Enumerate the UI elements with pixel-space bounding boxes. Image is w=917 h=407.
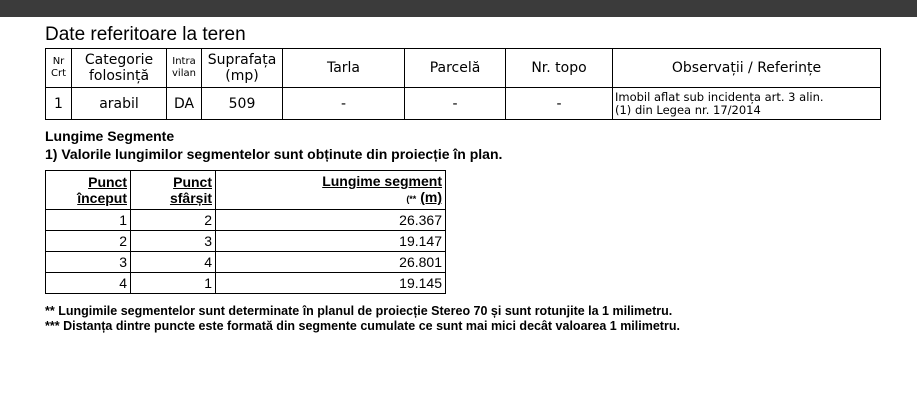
segments-note: 1) Valorile lungimilor segmentelor sunt obținute din proiecție în plan. xyxy=(45,146,503,162)
cell-start: 4 xyxy=(46,273,131,294)
header-parcela: Parcelă xyxy=(405,49,506,88)
table-row xyxy=(46,273,446,294)
land-table xyxy=(45,48,881,120)
cell-end: 2 xyxy=(131,210,216,231)
segments-title: Lungime Segmente xyxy=(45,128,175,144)
cell-start: 3 xyxy=(46,252,131,273)
header-categorie: Categorie folosință xyxy=(72,49,167,88)
cell-start: 2 xyxy=(46,231,131,252)
cell-observatii: Imobil aflat sub incidența art. 3 alin. (1) din Legea nr. 17/2014 xyxy=(613,88,881,120)
segments-table-header xyxy=(46,171,446,210)
segments-table xyxy=(45,170,446,294)
cell-length: 26.801 xyxy=(216,252,446,273)
cell-end: 4 xyxy=(131,252,216,273)
footnote-projection: ** Lungimile segmentelor sunt determinate în planul de proiecție Stereo 70 și sunt rotunjite la 1 milimetru. xyxy=(45,304,673,318)
footnote-distance: *** Distanța dintre puncte este formată din segmente cumulate ce sunt mai mici decât valoarea 1 milimetru. xyxy=(45,319,680,333)
table-row xyxy=(46,252,446,273)
header-punct-sfarsit: Punct sfârșit xyxy=(131,171,216,210)
header-lungime: Lungime segment (** (m) xyxy=(216,171,446,210)
cell-intravilan: DA xyxy=(167,88,202,120)
cell-length: 19.147 xyxy=(216,231,446,252)
top-bar xyxy=(0,0,917,17)
header-intravilan: Intra vilan xyxy=(167,49,202,88)
header-observatii: Observații / Referințe xyxy=(613,49,881,88)
section-title: Date referitoare la teren xyxy=(45,24,246,45)
cell-nr: 1 xyxy=(46,88,72,120)
cell-length: 26.367 xyxy=(216,210,446,231)
cell-parcela: - xyxy=(405,88,506,120)
land-table-header xyxy=(46,49,881,88)
header-punct-inceput: Punct început xyxy=(46,171,131,210)
header-tarla: Tarla xyxy=(283,49,405,88)
header-suprafata: Suprafața (mp) xyxy=(202,49,283,88)
cell-end: 3 xyxy=(131,231,216,252)
table-row xyxy=(46,88,881,120)
table-row xyxy=(46,231,446,252)
cell-categorie: arabil xyxy=(72,88,167,120)
table-row xyxy=(46,210,446,231)
cell-end: 1 xyxy=(131,273,216,294)
cell-length: 19.145 xyxy=(216,273,446,294)
cell-suprafata: 509 xyxy=(202,88,283,120)
cell-tarla: - xyxy=(283,88,405,120)
cell-start: 1 xyxy=(46,210,131,231)
header-nr-topo: Nr. topo xyxy=(506,49,613,88)
header-nr-crt: Nr Crt xyxy=(46,49,72,88)
cell-nr-topo: - xyxy=(506,88,613,120)
